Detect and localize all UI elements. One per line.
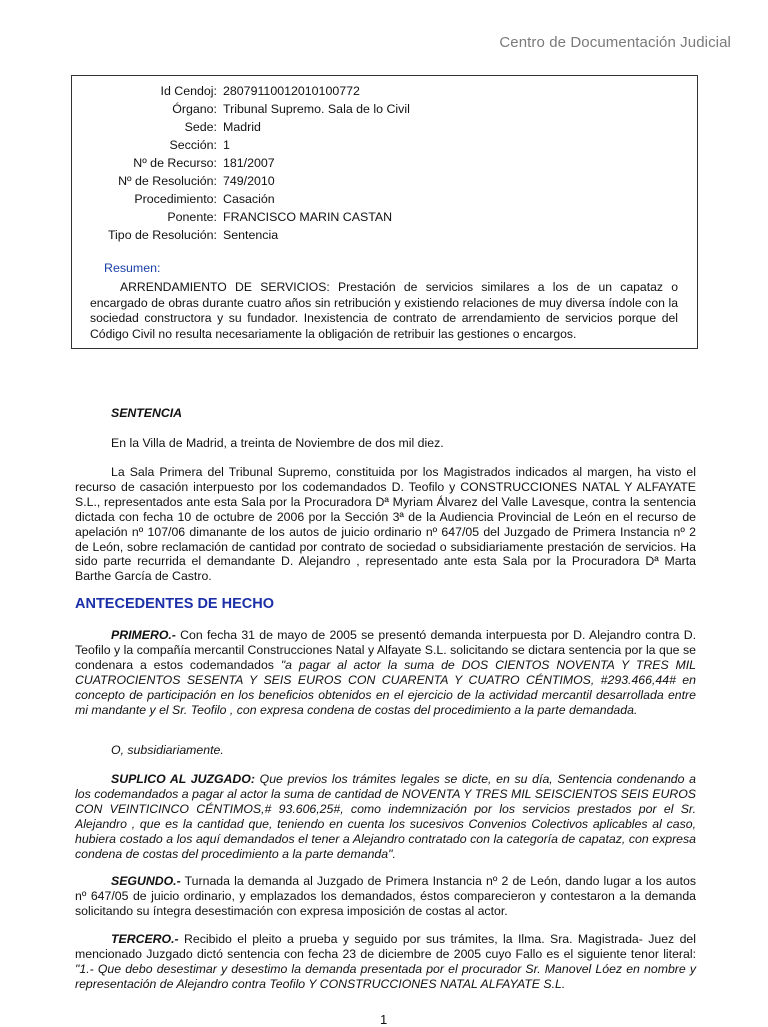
meta-value: 28079110012010100772 — [223, 84, 360, 98]
meta-value: Madrid — [223, 120, 261, 134]
meta-value: Tribunal Supremo. Sala de lo Civil — [223, 102, 410, 116]
segundo-text: Turnada la demanda al Juzgado de Primera Instancia nº 2 de León, dando lugar a los autos nº 647/05 de juicio ordinario, y emplazados los demandados, éstos comparecieron y contestaron a la demanda solicitando su íntegra desestimación con expresa imposición de costas al actor. — [75, 874, 696, 918]
tercero-quote: "1.- Que debo desestimar y desestimo la demanda presentada por el procurador Sr. Manovel Lóez en nombre y representación de Alejandro contra Teofilo Y CONSTRUCCIONES NATAL ALFAYATE S.L. — [75, 961, 696, 991]
sala-paragraph: La Sala Primera del Tribunal Supremo, constituida por los Magistrados indicados al margen, ha visto el recurso de casación interpuesto por los codemandados D. Teofilo y CONSTRUCCIONES NATAL Y ALFAYATE S.L., representados ante esta Sala por la Procuradora Dª Myriam Álvarez del Valle Lavesque, contra la sentencia dictada con fecha 10 de octubre de 2006 por la Sección 3ª de la Audiencia Provincial de León en el recurso de apelación nº 107/06 dimanante de los autos de juicio ordinario nº 647/05 del Juzgado de Primera Instancia nº 2 de León, sobre reclamación de cantidad por contrato de sociedad o subsidiariamente prestación de servicios. Ha sido parte recurrida el demandante D. Alejandro , representado ante esta Sala por la Procuradora Dª Marta Barthe García de Castro. — [75, 465, 696, 584]
tercero-text: Recibido el pleito a prueba y seguido por sus trámites, la Ilma. Sra. Magistrada- Juez del mencionado Juzgado dictó sentencia con fecha 23 de diciembre de 2005 cuyo Fallo es el siguiente tenor literal: — [75, 932, 696, 961]
tercero-label: TERCERO.- — [111, 932, 179, 946]
meta-label: Ponente: — [167, 210, 217, 224]
antecedentes-heading: ANTECEDENTES DE HECHO — [75, 596, 274, 612]
resumen-label: Resumen: — [104, 261, 161, 275]
sentencia-title: SENTENCIA — [111, 406, 183, 420]
meta-value: FRANCISCO MARIN CASTAN — [223, 210, 393, 224]
meta-label: Id Cendoj: — [160, 84, 217, 98]
meta-label: Órgano: — [172, 102, 217, 116]
primero-paragraph — [75, 628, 696, 717]
meta-value: 1 — [223, 138, 230, 152]
meta-label: Nº de Recurso: — [133, 156, 217, 170]
meta-label: Sede: — [184, 120, 217, 134]
meta-label: Tipo de Resolución: — [107, 228, 217, 242]
sentencia-title-block — [75, 406, 696, 421]
metadata-box — [71, 75, 698, 349]
meta-label: Procedimiento: — [134, 192, 217, 206]
suplico-label: SUPLICO AL JUZGADO: — [111, 772, 255, 786]
subsidiariamente-paragraph: O, subsidiariamente. — [111, 743, 224, 757]
primero-label: PRIMERO.- — [111, 628, 176, 642]
tercero-paragraph — [75, 932, 696, 992]
suplico-text: Que previos los trámites legales se dicte, en su día, Sentencia condenando a los codemandados a pagar al actor la suma de cantidad de NOVENTA Y TRES MIL SEISCIENTOS SEIS EUROS CON VEINTICINCO CÉNTIMOS,# 93.606,25#, como indemnización por los servicios prestados por el Sr. Alejandro , que es la cantidad que, teniendo en cuenta los sucesivos Convenios Colectivos aplicables al caso, hubiera costado a los aquí demandados el tener a Alejandro contratado con la categoría de capataz, con expresa condena de costas del procedimiento a la parte demanda". — [75, 772, 696, 861]
meta-value: Sentencia — [223, 228, 279, 242]
segundo-label: SEGUNDO.- — [111, 874, 181, 888]
meta-label: Nº de Resolución: — [118, 174, 217, 188]
page-number: 1 — [380, 1012, 388, 1027]
intro-paragraph: En la Villa de Madrid, a treinta de Noviembre de dos mil diez. — [111, 436, 444, 450]
meta-label: Sección: — [169, 138, 217, 152]
resumen-text: ARRENDAMIENTO DE SERVICIOS: Prestación de servicios similares a los de un capataz o encargado de obras durante cuatro años sin retribución y existiendo relaciones de muy diversa índole con la sociedad constructora y su fundador. Inexistencia de contrato de arrendamiento de servicios porque del Código Civil no resulta necesariamente la obligación de retribuir las gestiones o encargos. — [90, 280, 678, 341]
primero-quote: "a pagar al actor la suma de DOS CIENTOS NOVENTA Y TRES MIL CUATROCIENTOS SESENTA Y SEIS EUROS CON CUARENTA Y CUATRO CÉNTIMOS, #293.466,44# en concepto de participación en los beneficios obtenidos en el ejercicio de la actividad mercantil desarrollada entre mi mandante y el Sr. Teofilo , con expresa condena de costas del procedimiento a la parte demandada. — [75, 657, 696, 717]
meta-value: Casación — [223, 192, 275, 206]
primero-text: Con fecha 31 de mayo de 2005 se presentó demanda interpuesta por D. Alejandro contra D. Teofilo y la compañía mercantil Construcciones Natal y Alfayate S.L. solicitando se dictara sentencia por la que se condenara a estos codemandados — [75, 628, 696, 672]
meta-value: 181/2007 — [223, 156, 275, 170]
document-center-header: Centro de Documentación Judicial — [499, 34, 731, 51]
suplico-paragraph — [75, 772, 696, 861]
meta-value: 749/2010 — [223, 174, 275, 188]
segundo-paragraph — [75, 874, 696, 919]
